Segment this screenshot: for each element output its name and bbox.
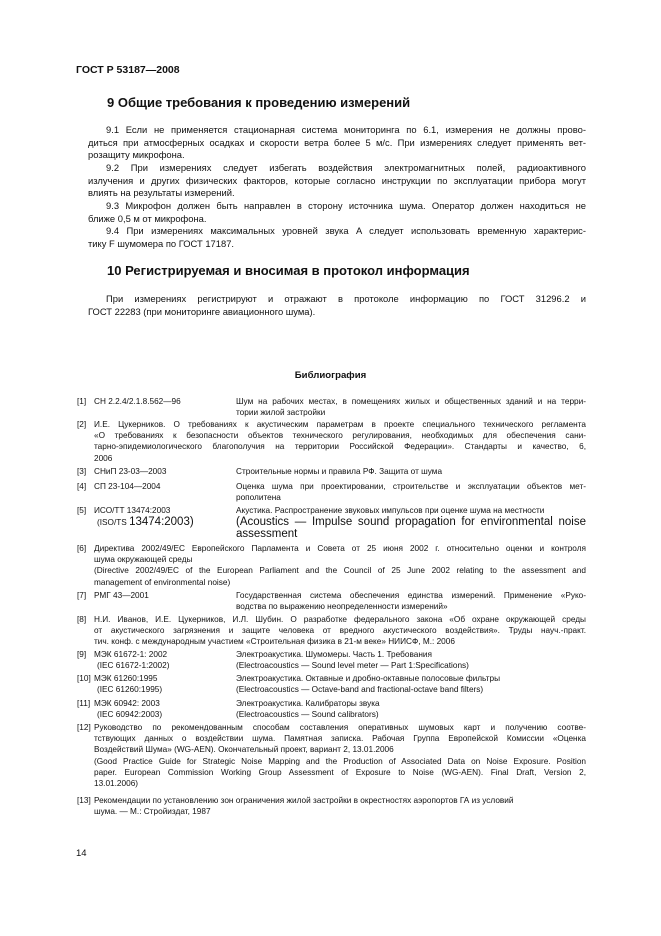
paragraph-10: При измерениях регистрируют и отражают в протоколе информацию по ГОСТ 31296.2 и ГОСТ 22283 (при мониторинге авиационного шума). — [88, 293, 586, 317]
document-header: ГОСТ Р 53187—2008 — [76, 64, 180, 76]
bibliography-list: [1] СН 2.2.4/2.1.8.562—96 Шум на рабочих местах, в помещениях жилых и общественных зданий и на терри- тории жилой застройки [2] И.Е. Цукерников. О требованиях к акустическим параметрам в проекте специального технического регламента «О требованиях к безопасности объектов технического регулирования, необходимых для обеспечения сани- тарно-эпидемиологического благополучия на территории Российской Федерации». Стандарты и качество, 6, 2006 [3] СНиП 23-03—2003 Строительные нормы и правила РФ. Защита от шума [4] СП 23-104—2004 Оценка шума при проектировании, строительстве и эксплуатации объектов мет- рополитена [5] ИСО/ТТ 13474:2003 (ISO/TS 13474:2003) Акустика. Распространение звуковых импульсов при оценке шума на местности (Acoustics — Impulse sound propagation for environmental noise assessment [6] Директива 2002/49/ЕС Европейского Парламента и Совета от 25 июня 2002 г. относительно оценки и контроля шума окружающей среды (Directive 2002/49/EC of the European Parliament and the Council of 25 June 2002 relating to the assessment and management of environmental noise) [7] РМГ 43—2001 Государственная система обеспечения единства измерений. Применение «Руко- водства по выражению неопределенности измерений» [8] Н.И. Иванов, И.Е. Цукерников, И.Л. Шубин. О разработке федерального закона «Об охране окружающей среды от акустического загрязнения и защите человека от вредного акустического воздействия». Труды науч.-практ. тич. конф. с международным участием «Строительная физика в 21-м веке» НИИСФ, М.: 2006 [9] МЭК 61672-1: 2002 (IEC 61672-1:2002) Электроакустика. Шумомеры. Часть 1. Требования (Electroacoustics — Sound level meter — Part 1:Specifications) [10] МЭК 61260:1995 (IEC 61260:1995) Электроакустика. Октавные и дробно-октавные полосовые фильтры (Electroacoustics — Octave-band and fractional-octave band filters) [11] МЭК 60942: 2003 (IEC 60942:2003) Электроакустика. Калибраторы звука (Electroacoustics — Sound calibrators) [12] Руководство по рекомендованным способам составления оперативных шумовых карт и получению соотве- тствующих данных о воздействии шума. Памятная записка. Рабочая Группа Европейской Комиссии «Оценка Воздействий Шума» (WG-AEN). Окончательный проект, вариант 2, 13.01.2006 (Good Practice Guide for Strategic Noise Mapping and the Production of Associated Data on Noise Exposure. Position paper. European Commission Working Group Assessment of Exposure to Noise (WG-AEN). Final Draft, Version 2, 13.01.2006) [13] Рекомендации по установлению зон ограничения жилой застройки в окрестностях аэропортов ГА из условий шума. — М.: Стройиздат, 1987 — [77, 397, 586, 817]
paragraph-9-4: 9.4 При измерениях максимальных уровней звука A следует использовать временную характерис- тику F шумомера по ГОСТ 17187. — [88, 225, 586, 249]
bibliography-title: Библиография — [294, 370, 367, 381]
section-10-title: 10 Регистрируемая и вносимая в протокол информация — [107, 263, 470, 278]
page-number: 14 — [76, 848, 87, 859]
paragraph-9-1: 9.1 Если не применяется стационарная система мониторинга по 6.1, измерения не должны прово- диться при атмосферных осадках и скорости ветра более 5 м/с. При измерениях следует применять вет- розащиту микрофона. — [88, 124, 586, 161]
section-9-title: 9 Общие требования к проведению измерений — [107, 95, 411, 110]
paragraph-9-2: 9.2 При измерениях следует избегать воздействия электромагнитных полей, радиоактивного излучения и других физических факторов, которые согласно инструкции по эксплуатации прибора могут влиять на результаты измерений. — [88, 162, 586, 199]
paragraph-9-3: 9.3 Микрофон должен быть направлен в сторону источника шума. Оператор должен находиться не ближе 0,5 м от микрофона. — [88, 200, 586, 224]
